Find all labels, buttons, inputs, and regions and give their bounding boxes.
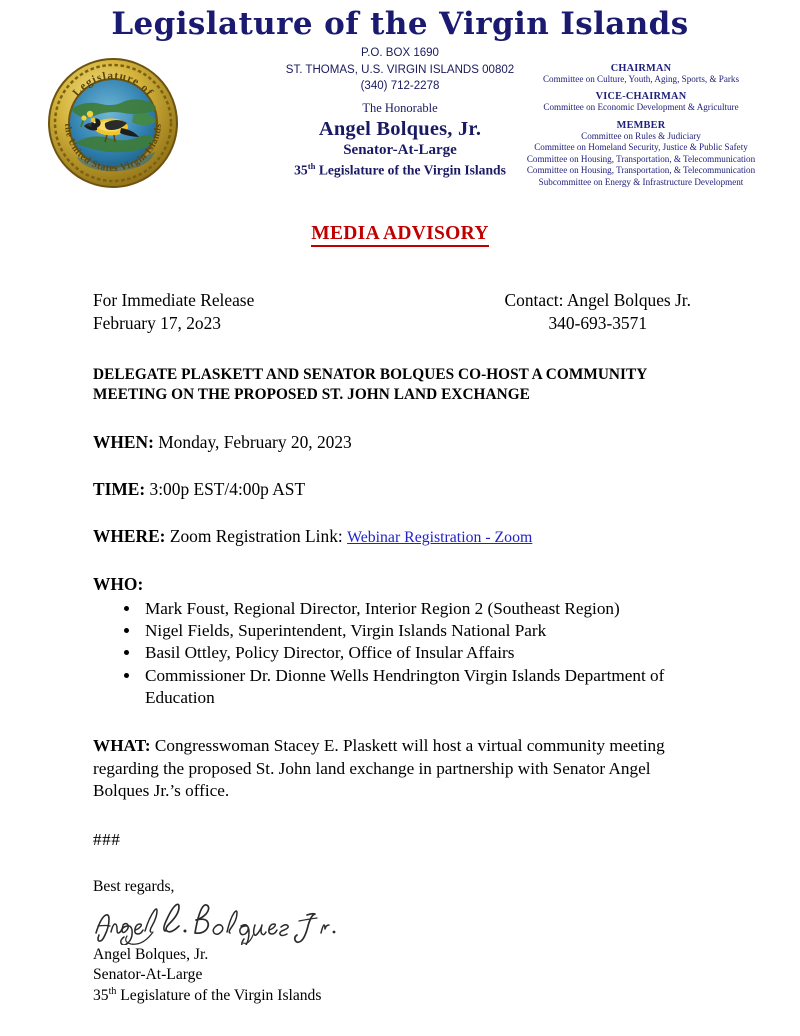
signer-name: Angel Bolques, Jr.: [93, 945, 209, 963]
signer-legislature-suffix: th: [108, 985, 117, 997]
signer-legislature-ordinal: 35: [93, 986, 109, 1004]
document-body: [93, 222, 707, 1006]
list-item: • Nigel Fields, Superintendent, Virgin Islands National Park: [141, 620, 707, 642]
committee-heading: VICE-CHAIRMAN: [595, 91, 687, 103]
senator-name: Angel Bolques, Jr.: [318, 117, 482, 140]
committee-group-chairman: [506, 63, 776, 85]
who-label: WHO:: [93, 574, 144, 595]
address-po-box: P.O. BOX 1690: [361, 45, 439, 59]
time-value: 3:00p EST/4:00p AST: [145, 478, 306, 499]
committee-line: Committee on Rules & Judiciary: [581, 130, 701, 141]
time-label: TIME:: [93, 478, 146, 499]
signer-legislature-rest: Legislature of the Virgin Islands: [116, 986, 322, 1004]
what-label: WHAT:: [93, 736, 151, 756]
time-line: [93, 478, 707, 500]
address-phone: (340) 712-2278: [360, 78, 440, 93]
committee-line: Committee on Culture, Youth, Aging, Sports, & Parks: [542, 74, 740, 84]
when-line: [93, 431, 707, 453]
who-list: [93, 598, 707, 710]
seal-bottom-text: the United States Virgin Islands: [61, 123, 165, 175]
where-value: Zoom Registration Link:: [165, 526, 348, 547]
what-value: Congresswoman Stacey E. Plaskett will host a virtual community meeting regarding the proposed St. John land exchange in partnership with Senator Angel Bolques Jr.’s office.: [93, 736, 665, 801]
legislature-ordinal-suffix: th: [307, 160, 316, 171]
list-item: • Mark Foust, Regional Director, Interior Region 2 (Southeast Region): [141, 598, 707, 620]
committee-group-member: [506, 120, 776, 188]
senator-role: Senator-At-Large: [343, 141, 457, 158]
release-contact-row: [93, 289, 707, 335]
when-label: WHEN:: [93, 431, 154, 452]
legislature-ordinal: 35: [294, 162, 308, 178]
committee-heading: CHAIRMAN: [610, 63, 672, 74]
committee-line: Committee on Homeland Security, Justice & Public Safety: [534, 142, 748, 153]
committee-heading: MEMBER: [616, 119, 666, 131]
honorable-prefix: The Honorable: [362, 101, 438, 115]
media-advisory-text: MEDIA ADVISORY: [311, 223, 488, 247]
where-label: WHERE:: [93, 526, 166, 547]
legislature-rest: Legislature of the Virgin Islands: [315, 162, 506, 178]
committee-line: Committee on Economic Development & Agriculture: [543, 102, 739, 113]
where-line: [93, 525, 707, 548]
signer-role: Senator-At-Large: [93, 966, 203, 984]
media-advisory-title: [93, 222, 707, 247]
address-city-state: ST. THOMAS, U.S. VIRGIN ISLANDS 00802: [285, 61, 515, 76]
closing-salutation: Best regards,: [93, 878, 175, 896]
list-item: • Basil Ottley, Policy Director, Office of Insular Affairs: [141, 642, 707, 664]
release-date: February 17, 2o23: [93, 313, 221, 334]
signature-image: [93, 899, 363, 945]
list-item: • Commissioner Dr. Dionne Wells Hendrington Virgin Islands Department of Education: [141, 665, 707, 710]
contact-name: Contact: Angel Bolques Jr.: [504, 289, 691, 310]
end-marker: ###: [93, 830, 121, 850]
committee-line: Committee on Housing, Transportation, & Telecommunication: [526, 165, 756, 176]
release-info: [93, 289, 254, 335]
what-paragraph: [93, 735, 707, 803]
signer-legislature: [93, 986, 707, 1006]
committee-assignments: [506, 63, 776, 188]
signature-block: [93, 945, 707, 1006]
committee-group-vice-chairman: [506, 91, 776, 113]
contact-info: [505, 289, 707, 335]
committee-line: Subcommittee on Energy & Infrastructure Development: [538, 176, 744, 187]
organization-title: Legislature of the Virgin Islands: [111, 6, 689, 42]
letterhead: [0, 0, 800, 205]
when-value: Monday, February 20, 2023: [153, 431, 352, 452]
webinar-registration-link[interactable]: Webinar Registration - Zoom: [347, 529, 533, 547]
seal-top-text: Legislature of: [70, 69, 156, 99]
contact-phone: 340-693-3571: [548, 313, 648, 334]
press-headline: DELEGATE PLASKETT AND SENATOR BOLQUES CO-HOST A COMMUNITY MEETING ON THE PROPOSED ST. JOHN LAND EXCHANGE: [93, 366, 647, 404]
release-status: For Immediate Release: [93, 289, 255, 310]
committee-line: Committee on Housing, Transportation, & Telecommunication: [526, 153, 756, 164]
